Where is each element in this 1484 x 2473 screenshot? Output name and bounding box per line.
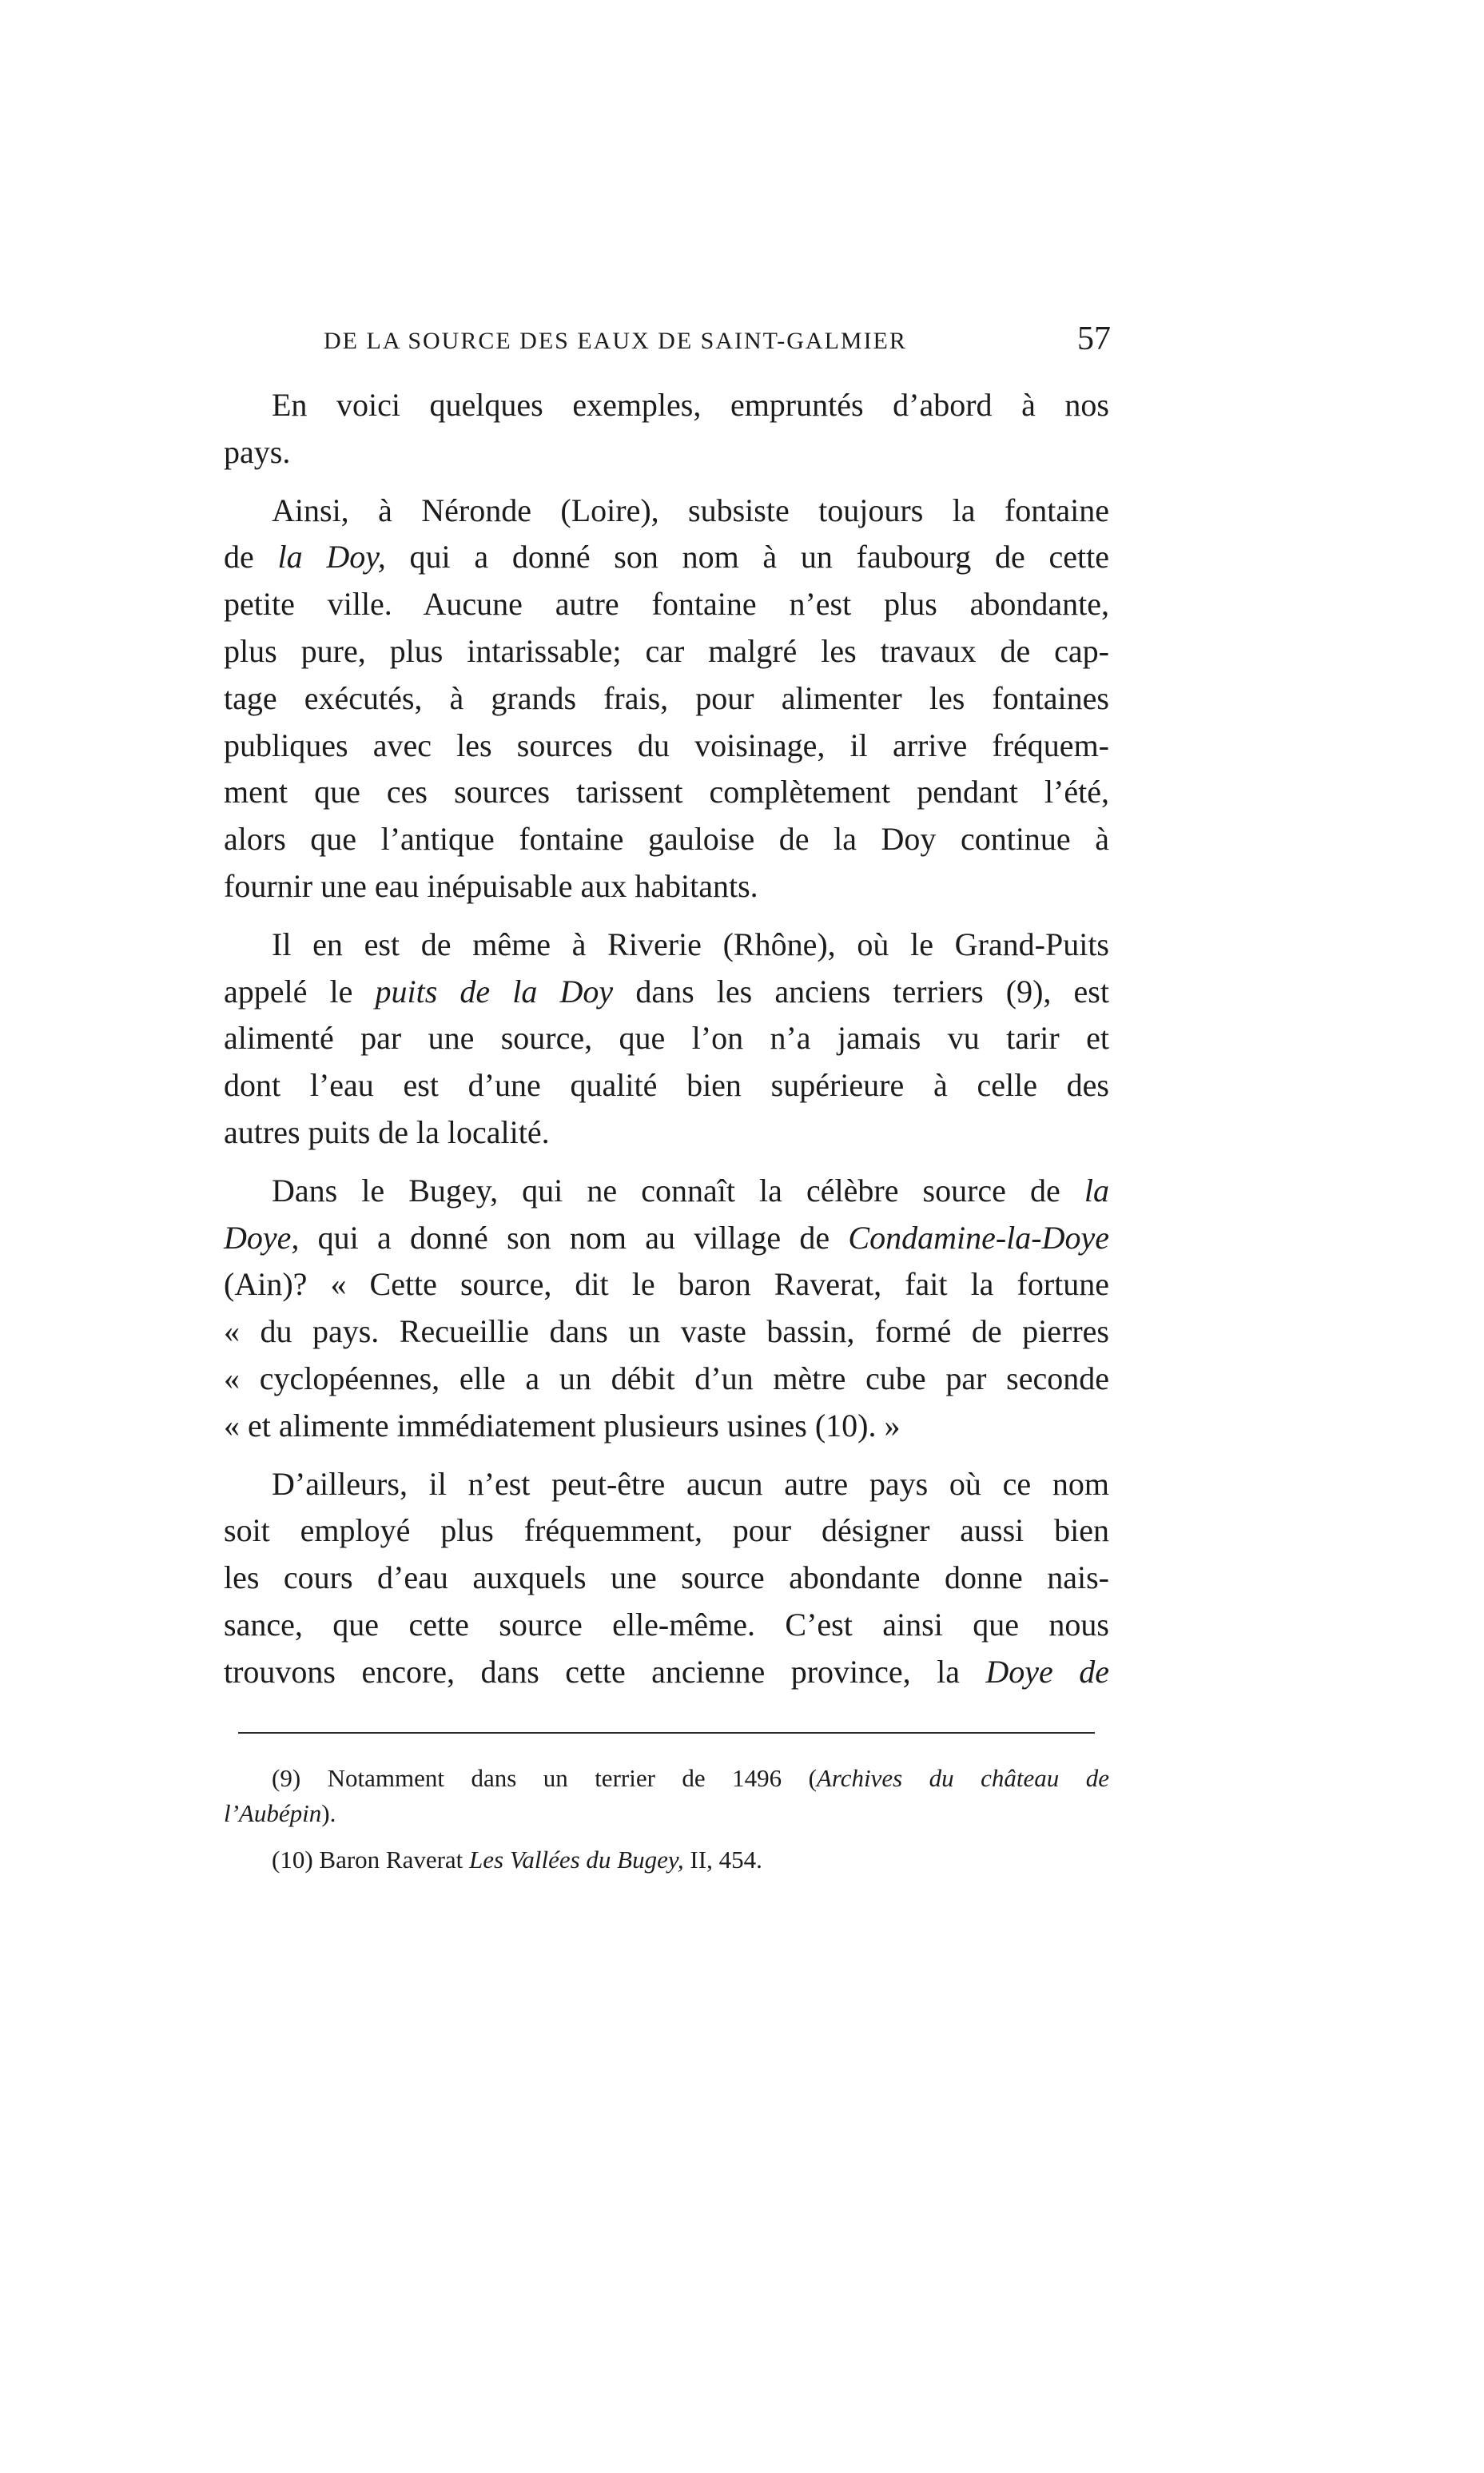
text-line (224, 1555, 1109, 1602)
text-segment: qui a donné son nom au village de (299, 1219, 849, 1256)
footnote-line (224, 1761, 1109, 1796)
text-line (224, 769, 1109, 816)
text-segment: soit employé plus fréquemment, pour désigner aussi bien (224, 1512, 1109, 1549)
text-line (224, 581, 1109, 628)
text-segment: qui a donné son nom à un faubourg de cette (385, 539, 1109, 575)
text-segment: En voici quelques exemples, empruntés d’abord à nos (272, 387, 1109, 423)
text-segment-italic: la (1084, 1172, 1109, 1209)
text-segment: pays. (224, 433, 291, 470)
text-segment: (Ain)? « Cette source, dit le baron Raverat, fait la fortune (224, 1266, 1109, 1303)
text-line (224, 1215, 1109, 1262)
text-line (224, 1308, 1109, 1356)
text-segment: Dans le Bugey, qui ne connaît la célèbre source de (272, 1172, 1084, 1209)
text-segment: D’ailleurs, il n’est peut-être aucun autre pays où ce nom (272, 1465, 1109, 1502)
text-segment: dans les anciens terriers (9), est (613, 973, 1109, 1010)
text-segment: (10) Baron Raverat (272, 1846, 470, 1874)
text-segment: Ainsi, à Néronde (Loire), subsiste toujours la fontaine (272, 492, 1109, 528)
text-segment-italic: Condamine-la-Doye (848, 1219, 1109, 1256)
text-line (224, 675, 1109, 723)
text-line (224, 1168, 1109, 1215)
text-line (224, 534, 1109, 581)
text-segment: alimenté par une source, que l’on n’a jamais vu tarir et (224, 1020, 1109, 1057)
text-segment: « du pays. Recueillie dans un vaste bassin, formé de pierres (224, 1313, 1109, 1350)
page-number: 57 (1077, 321, 1111, 357)
text-segment: alors que l’antique fontaine gauloise de la Doy continue à (224, 821, 1109, 858)
text-segment-italic: Les Vallées du Bugey, (469, 1846, 684, 1874)
text-segment: plus pure, plus intarissable; car malgré les travaux de cap- (224, 632, 1109, 669)
text-segment: petite ville. Aucune autre fontaine n’est plus abondante, (224, 586, 1109, 623)
footnote-rule (238, 1732, 1095, 1734)
text-line (224, 1109, 1109, 1157)
text-line (224, 1507, 1109, 1555)
text-segment: fournir une eau inépuisable aux habitants. (224, 867, 758, 904)
text-segment: dont l’eau est d’une qualité bien supérieure à celle des (224, 1067, 1109, 1104)
running-head (324, 320, 1111, 368)
text-segment: sance, que cette source elle-même. C’est ainsi que nous (224, 1606, 1109, 1643)
text-segment: II, 454. (683, 1846, 762, 1874)
text-line (224, 723, 1109, 770)
text-line (224, 922, 1109, 969)
footnotes (224, 1761, 1109, 1878)
text-segment: de (224, 539, 278, 575)
text-segment-italic: Archives du château de (816, 1764, 1110, 1792)
text-segment: ). (321, 1799, 336, 1827)
text-segment: ment que ces sources tarissent complètement pendant l’été, (224, 774, 1109, 810)
text-line (224, 1403, 1109, 1450)
text-segment-italic: Doye, (224, 1219, 300, 1256)
running-title: DE LA SOURCE DES EAUX DE SAINT-GALMIER (324, 328, 907, 354)
text-line (224, 1261, 1109, 1308)
text-line (224, 1461, 1109, 1508)
text-segment-italic: la Doy, (277, 539, 386, 575)
text-line (224, 1602, 1109, 1649)
text-line (224, 863, 1109, 910)
text-line (224, 628, 1109, 675)
text-line (224, 1015, 1109, 1062)
text-segment-italic: l’Aubépin (224, 1799, 322, 1827)
text-line (224, 488, 1109, 535)
text-line (224, 382, 1109, 429)
text-segment: appelé le (224, 973, 376, 1010)
text-segment: les cours d’eau auxquels une source abondante donne nais- (224, 1559, 1109, 1596)
text-line (224, 816, 1109, 863)
text-segment: Il en est de même à Riverie (Rhône), où le Grand-Puits (272, 926, 1109, 962)
footnote-line (224, 1842, 1109, 1878)
body-text (224, 382, 1109, 1696)
text-line (224, 1062, 1109, 1109)
text-segment: « et alimente immédiatement plusieurs usines (10). » (224, 1407, 901, 1444)
text-segment: autres puits de la localité. (224, 1113, 550, 1150)
text-segment-italic: puits de la Doy (375, 973, 614, 1010)
text-segment-italic: Doye de (985, 1653, 1109, 1690)
text-line (224, 1649, 1109, 1696)
text-segment: (9) Notamment dans un terrier de 1496 ( (272, 1764, 817, 1792)
footnote-line (224, 1796, 1109, 1831)
text-segment: publiques avec les sources du voisinage, il arrive fréquem- (224, 727, 1109, 763)
text-segment: tage exécutés, à grands frais, pour alimenter les fontaines (224, 679, 1109, 716)
text-line (224, 429, 1109, 476)
text-segment: « cyclopéennes, elle a un débit d’un mètre cube par seconde (224, 1360, 1109, 1396)
text-segment: trouvons encore, dans cette ancienne province, la (224, 1653, 986, 1690)
text-line (224, 969, 1109, 1016)
text-line (224, 1356, 1109, 1403)
